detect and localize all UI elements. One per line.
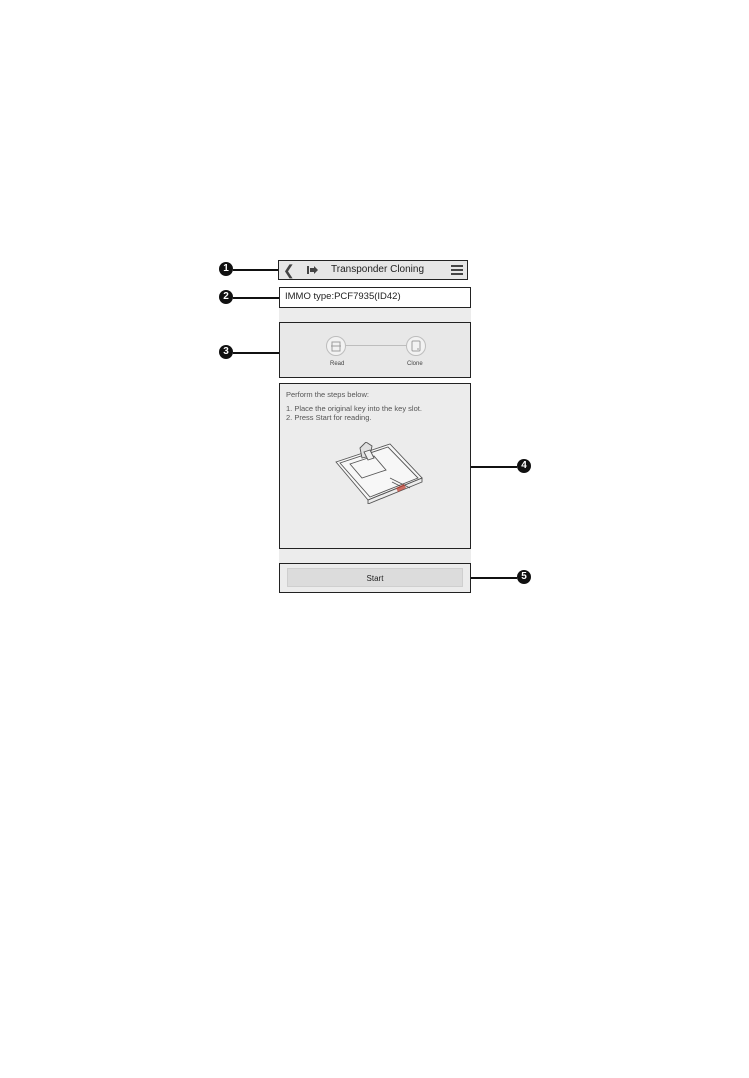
step-indicator xyxy=(279,322,471,378)
step-connector xyxy=(345,345,407,346)
callout-marker: 5 xyxy=(517,570,531,584)
step-label-clone: Clone xyxy=(407,361,423,367)
callout-line xyxy=(471,577,517,579)
callout-line xyxy=(233,352,279,354)
callout-marker: 4 xyxy=(517,459,531,473)
callout-line xyxy=(233,269,278,271)
chevron-left-icon[interactable]: ❮ xyxy=(283,262,295,278)
callout-marker: 2 xyxy=(219,290,233,304)
start-button[interactable]: Start xyxy=(287,568,463,587)
callout-marker: 3 xyxy=(219,345,233,359)
immo-type-label: IMMO type:PCF7935(ID42) xyxy=(279,287,471,308)
read-icon xyxy=(326,336,346,356)
instruction-step: 1. Place the original key into the key slot. xyxy=(286,404,422,413)
exit-icon[interactable] xyxy=(307,265,319,275)
instructions-panel xyxy=(279,383,471,549)
menu-icon[interactable] xyxy=(451,265,463,275)
device-illustration xyxy=(330,442,426,504)
instruction-step: 2. Press Start for reading. xyxy=(286,413,372,422)
header-bar xyxy=(278,260,468,280)
callout-marker: 1 xyxy=(219,262,233,276)
page-title: Transponder Cloning xyxy=(331,264,425,275)
instructions-heading: Perform the steps below: xyxy=(286,390,369,399)
section-divider xyxy=(279,549,471,563)
callout-line xyxy=(471,466,517,468)
step-label-read: Read xyxy=(330,361,345,367)
clone-icon xyxy=(406,336,426,356)
callout-line xyxy=(233,297,279,299)
footer-bar xyxy=(279,563,471,593)
section-divider xyxy=(279,308,471,322)
